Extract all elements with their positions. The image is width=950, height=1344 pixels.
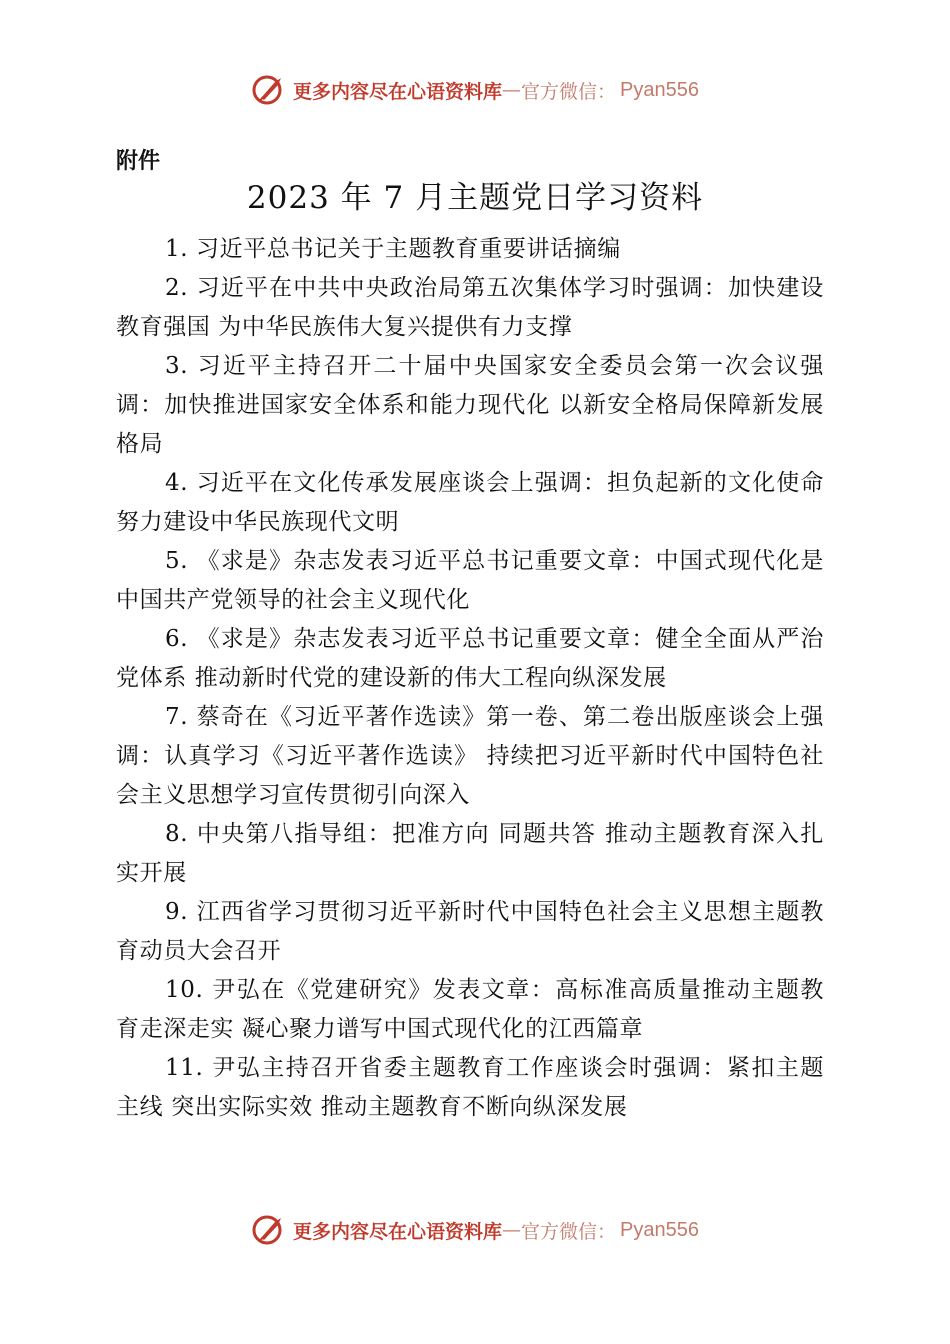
pen-nib-logo-icon <box>251 72 287 108</box>
watermark-site-name: 更多内容尽在心语资料库 <box>293 80 503 103</box>
list-item: 9. 江西省学习贯彻习近平新时代中国特色社会主义思想主题教育动员大会召开 <box>116 899 824 964</box>
list-item: 2. 习近平在中共中央政治局第五次集体学习时强调：加快建设教育强国 为中华民族伟大复兴提供有力支撑 <box>116 275 824 340</box>
watermark-wechat-label: 官方微信： <box>521 1220 617 1243</box>
watermark-wechat-id: Pyan556 <box>620 1218 699 1241</box>
attachment-label: 附件 <box>116 148 161 174</box>
list-item: 6. 《求是》杂志发表习近平总书记重要文章：健全全面从严治党体系 推动新时代党的建设新的伟大工程向纵深发展 <box>116 626 824 691</box>
study-materials-list <box>116 230 824 1127</box>
list-item: 11. 尹弘主持召开省委主题教育工作座谈会时强调：紧扣主题主线 突出实际实效 推动主题教育不断向纵深发展 <box>116 1055 824 1120</box>
watermark-dash: — <box>502 1219 522 1241</box>
footer-watermark-banner <box>0 1212 950 1248</box>
list-item: 1. 习近平总书记关于主题教育重要讲话摘编 <box>165 236 621 262</box>
list-item: 5. 《求是》杂志发表习近平总书记重要文章：中国式现代化是中国共产党领导的社会主义现代化 <box>116 548 824 613</box>
list-item: 4. 习近平在文化传承发展座谈会上强调：担负起新的文化使命 努力建设中华民族现代文明 <box>116 470 824 535</box>
document-title: 2023 年 7 月主题党日学习资料 <box>246 180 704 216</box>
list-item: 7. 蔡奇在《习近平著作选读》第一卷、第二卷出版座谈会上强调：认真学习《习近平著作选读》 持续把习近平新时代中国特色社会主义思想学习宣传贯彻引向深入 <box>116 704 824 808</box>
list-item: 10. 尹弘在《党建研究》发表文章：高标准高质量推动主题教育走深走实 凝心聚力谱写中国式现代化的江西篇章 <box>116 977 824 1042</box>
pen-nib-logo-icon <box>251 1212 287 1248</box>
watermark-wechat-id: Pyan556 <box>620 78 699 101</box>
header-watermark-banner <box>0 72 950 108</box>
watermark-wechat-label: 官方微信： <box>521 80 617 103</box>
watermark-site-name: 更多内容尽在心语资料库 <box>293 1220 503 1243</box>
list-item: 8. 中央第八指导组：把准方向 同题共答 推动主题教育深入扎实开展 <box>116 821 824 886</box>
list-item: 3. 习近平主持召开二十届中央国家安全委员会第一次会议强调：加快推进国家安全体系和能力现代化 以新安全格局保障新发展格局 <box>116 353 824 457</box>
watermark-dash: — <box>502 79 522 101</box>
